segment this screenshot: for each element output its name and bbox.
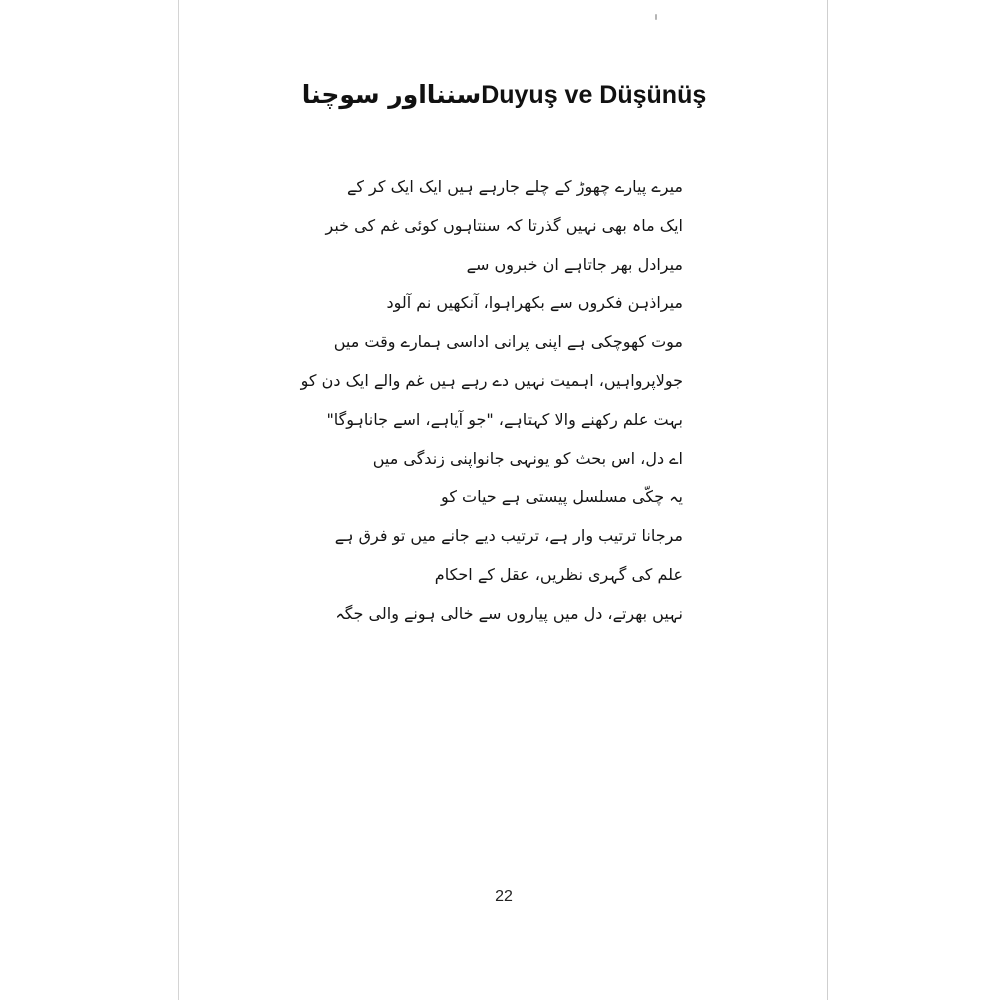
scan-speck	[655, 14, 657, 20]
poem-title-turkish: Duyuş ve Düşünüş	[481, 81, 707, 109]
poem-line: ایک ماہ بھی نہیں گذرتا کہ سنتاہوں کوئی غم کی خبر	[325, 215, 683, 235]
poem-line: مرجانا ترتیب وار ہے، ترتیب دیے جانے میں تو فرق ہے	[334, 526, 683, 546]
poem-line: موت کھوچکی ہے اپنی پرانی اداسی ہمارے وقت میں	[333, 332, 683, 352]
poem-line: بہت علم رکھنے والا کہتاہے، "جو آیاہے، اسے جاناہوگا"	[326, 409, 683, 429]
poem-title-urdu: سننااور سوچنا	[301, 80, 482, 109]
poem-line: نہیں بھرتے، دل میں پیاروں سے خالی ہونے والی جگہ	[335, 603, 683, 623]
poem-line: جولاپرواہیں، اہمیت نہیں دے رہے ہیں غم والے ایک دن کو	[300, 370, 683, 390]
page-number: 22	[495, 888, 513, 905]
poem-line: اے دل، اس بحث کو یونہی جانواپنی زندگی میں	[372, 448, 683, 468]
poem-line: میراذہن فکروں سے بکھراہوا، آنکھیں نم آلود	[386, 293, 683, 313]
poem-line: علم کی گہری نظریں، عقل کے احکام	[434, 564, 683, 584]
book-page	[178, 0, 828, 1000]
poem-title	[179, 80, 829, 110]
poem-body	[243, 168, 683, 634]
poem-line: میرادل بھر جاتاہے ان خبروں سے	[466, 254, 683, 274]
poem-line: یہ چکّی مسلسل پیستی ہے حیات کو	[441, 487, 683, 507]
poem-line: میرے پیارے چھوڑ کے چلے جارہے ہیں ایک ایک کر کے	[346, 177, 683, 196]
